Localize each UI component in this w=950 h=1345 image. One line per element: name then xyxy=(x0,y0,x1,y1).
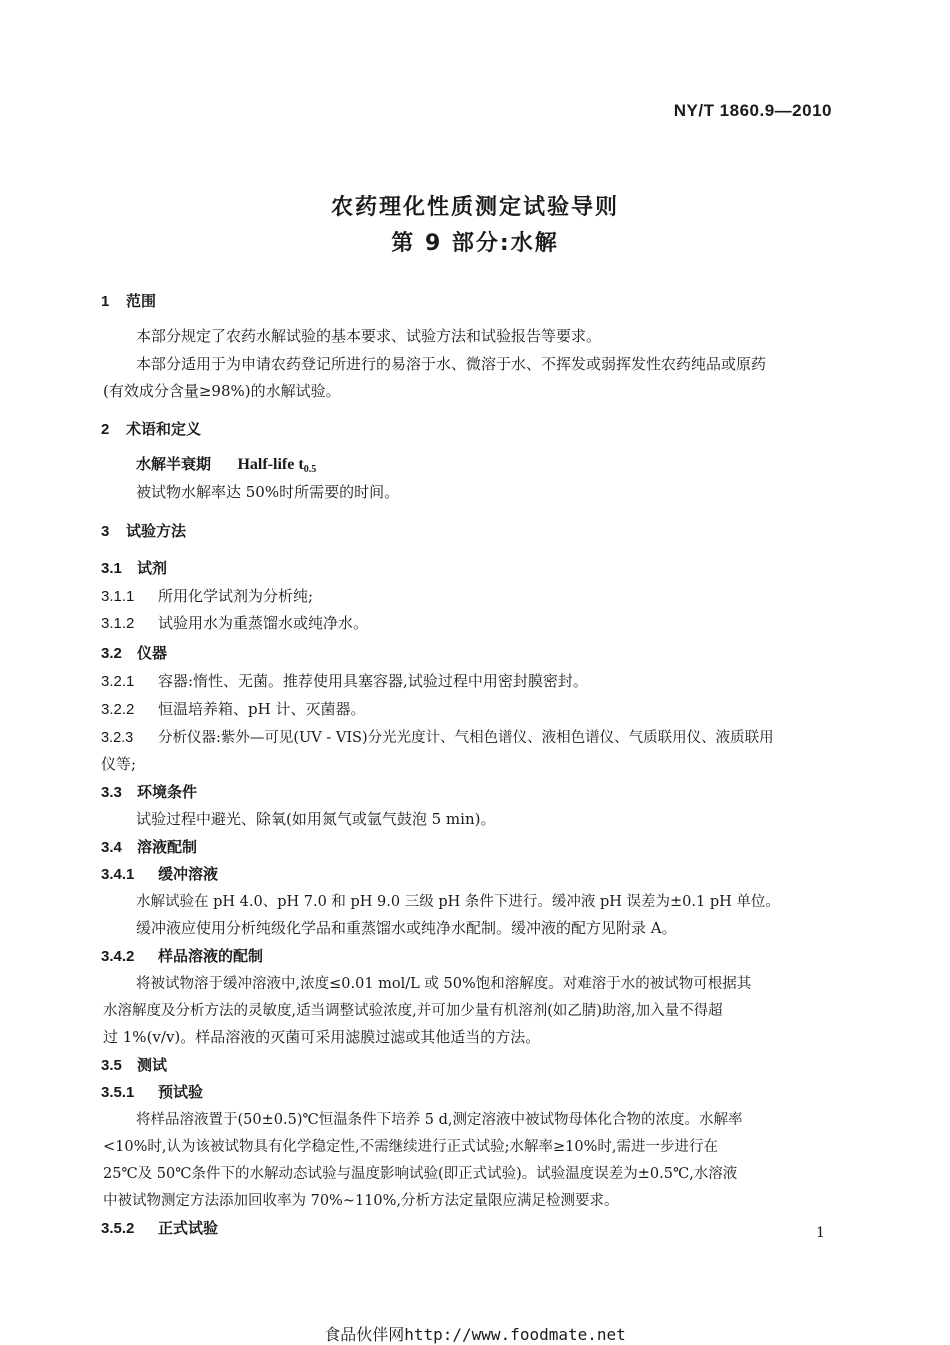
paragraph: 水溶解度及分析方法的灵敏度,适当调整试验浓度,并可加少量有机溶剂(如乙腈)助溶,加入量不得超 xyxy=(103,1003,723,1019)
section-3-5-1-heading xyxy=(101,1081,203,1102)
paragraph: (有效成分含量≥98%)的水解试验。 xyxy=(103,382,341,400)
definition: 被试物水解率达 50%时所需要的时间。 xyxy=(136,483,400,501)
term-entry xyxy=(136,453,316,475)
paragraph: 25℃及 50℃条件下的水解动态试验与温度影响试验(即正式试验)。试验温度误差为±0.5℃,水溶液 xyxy=(103,1166,738,1182)
paragraph: 将被试物溶于缓冲溶液中,浓度≤0.01 mol/L 或 50%饱和溶解度。对难溶于水的被试物可根据其 xyxy=(136,976,752,992)
clause-continuation: 仪等; xyxy=(101,755,137,773)
section-title: 预试验 xyxy=(158,1083,204,1101)
section-3-5-2-heading xyxy=(101,1217,218,1238)
clause-text: 试验用水为重蒸馏水或纯净水。 xyxy=(158,614,369,632)
clause-number: 3.2.2 xyxy=(101,701,135,718)
section-3-1-heading xyxy=(101,557,167,578)
paragraph: 本部分规定了农药水解试验的基本要求、试验方法和试验报告等要求。 xyxy=(136,327,602,345)
term-cn: 水解半衰期 xyxy=(136,455,212,473)
section-number: 3.2 xyxy=(101,645,122,662)
section-number: 3.4.2 xyxy=(101,948,135,965)
section-number: 3.5 xyxy=(101,1057,122,1074)
clause-number: 3.2.1 xyxy=(101,673,135,690)
paragraph: 中被试物测定方法添加回收率为 70%~110%,分析方法定量限应满足检测要求。 xyxy=(103,1193,619,1209)
paragraph: 试验过程中避光、除氧(如用氮气或氩气鼓泡 5 min)。 xyxy=(136,810,496,828)
term-en: Half-life t xyxy=(237,456,304,473)
paragraph: 将样品溶液置于(50±0.5)℃恒温条件下培养 5 d,测定溶液中被试物母体化合物的浓度。水解率 xyxy=(136,1112,743,1128)
section-title: 溶液配制 xyxy=(137,838,198,856)
section-number: 3.1 xyxy=(101,560,122,577)
section-title: 环境条件 xyxy=(137,783,198,801)
section-3-3-heading xyxy=(101,781,197,802)
paragraph: 本部分适用于为申请农药登记所进行的易溶于水、微溶于水、不挥发或弱挥发性农药纯品或原药 xyxy=(136,355,767,373)
section-3-heading xyxy=(101,520,186,541)
section-title: 仪器 xyxy=(137,644,168,662)
section-number: 2 xyxy=(101,421,110,438)
clause-number: 3.1.2 xyxy=(101,615,135,632)
section-title: 试剂 xyxy=(137,559,168,577)
paragraph: 水解试验在 pH 4.0、pH 7.0 和 pH 9.0 三级 pH 条件下进行。缓冲液 pH 误差为±0.1 pH 单位。 xyxy=(136,894,780,910)
clause-3-1-1 xyxy=(101,585,313,606)
clause-3-1-2 xyxy=(101,612,368,633)
section-3-5-heading xyxy=(101,1054,167,1075)
clause-3-2-1 xyxy=(101,670,588,691)
section-3-4-2-heading xyxy=(101,945,263,966)
section-number: 3.4 xyxy=(101,839,122,856)
paragraph: <10%时,认为该被试物具有化学稳定性,不需继续进行正式试验;水解率≥10%时,需进一步进行在 xyxy=(103,1139,718,1155)
clause-text: 分析仪器:紫外—可见(UV - VIS)分光光度计、气相色谱仪、液相色谱仪、气质联用仪、液质联用 xyxy=(158,730,774,746)
section-number: 3.4.1 xyxy=(101,866,135,883)
clause-number: 3.2.3 xyxy=(101,730,134,746)
document-subtitle: 第 9 部分:水解 xyxy=(391,231,559,256)
standard-number: NY/T 1860.9—2010 xyxy=(673,101,832,120)
document-title: 农药理化性质测定试验导则 xyxy=(330,195,619,220)
section-title: 术语和定义 xyxy=(126,420,202,438)
clause-text: 所用化学试剂为分析纯; xyxy=(158,587,314,605)
section-title: 缓冲溶液 xyxy=(158,865,219,883)
clause-text: 容器:惰性、无菌。推荐使用具塞容器,试验过程中用密封膜密封。 xyxy=(158,672,588,690)
section-title: 测试 xyxy=(137,1056,168,1074)
paragraph: 过 1%(v/v)。样品溶液的灭菌可采用滤膜过滤或其他适当的方法。 xyxy=(103,1028,541,1046)
clause-3-2-3 xyxy=(101,726,774,747)
section-number: 3.5.2 xyxy=(101,1220,135,1237)
section-title: 正式试验 xyxy=(158,1219,219,1237)
footer-watermark: 食品伙伴网http://www.foodmate.net xyxy=(324,1325,626,1344)
section-1-heading xyxy=(101,290,156,311)
section-number: 3.3 xyxy=(101,784,122,801)
section-2-heading xyxy=(101,418,201,439)
section-title: 试验方法 xyxy=(126,522,187,540)
section-3-4-1-heading xyxy=(101,863,218,884)
section-number: 3.5.1 xyxy=(101,1084,135,1101)
paragraph: 缓冲液应使用分析纯级化学品和重蒸馏水或纯净水配制。缓冲液的配方见附录 A。 xyxy=(136,919,677,937)
section-3-4-heading xyxy=(101,836,197,857)
term-subscript: 0.5 xyxy=(303,464,317,475)
section-3-2-heading xyxy=(101,642,167,663)
section-title: 范围 xyxy=(126,292,157,310)
page-number: 1 xyxy=(816,1225,825,1241)
clause-number: 3.1.1 xyxy=(101,588,135,605)
section-number: 1 xyxy=(101,293,110,310)
clause-3-2-2 xyxy=(101,698,365,719)
section-title: 样品溶液的配制 xyxy=(158,947,264,965)
section-number: 3 xyxy=(101,523,110,540)
clause-text: 恒温培养箱、pH 计、灭菌器。 xyxy=(158,700,366,718)
